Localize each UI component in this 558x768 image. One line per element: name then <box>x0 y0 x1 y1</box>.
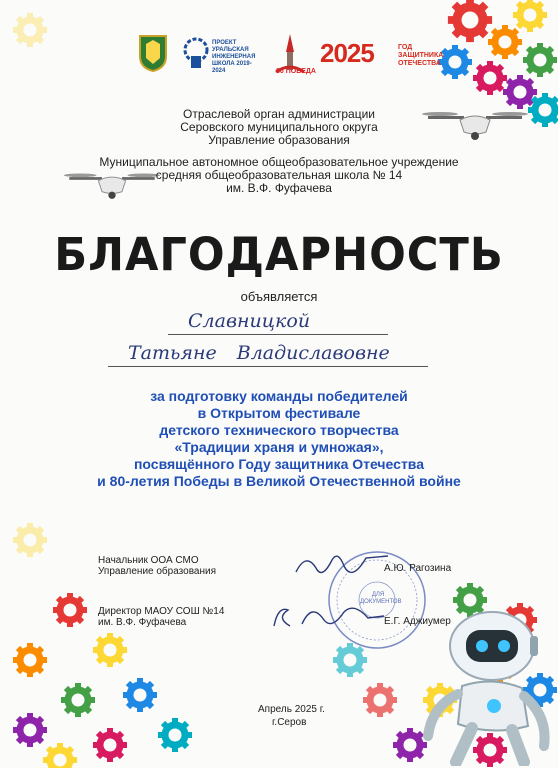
recipient-surname: Славницкой <box>188 310 311 332</box>
reason-line: за подготовку команды победителей <box>150 388 408 404</box>
school-project-logo <box>182 36 210 70</box>
signatory-name: А.Ю. Рагозина <box>384 563 452 574</box>
victory-80-label: 80 ПОБЕДА <box>276 68 316 75</box>
reason-line: «Традиции храня и умножая», <box>174 439 384 455</box>
award-reason <box>0 388 558 490</box>
footer-date: Апрель 2025 г. <box>258 704 325 715</box>
coat-of-arms-logo <box>138 34 168 72</box>
org-line: Управление образования <box>208 133 350 147</box>
document-title: БЛАГОДАРНОСТЬ <box>54 228 504 281</box>
org-line: Отраслевой орган администрации <box>183 107 375 121</box>
position-line: им. В.Ф. Фуфачева <box>98 617 187 628</box>
year-logo: 2025 <box>320 38 374 68</box>
robot-illustration <box>412 596 552 766</box>
school-project-label: ПРОЕКТ УРАЛЬСКАЯ ИНЖЕНЕРНАЯ ШКОЛА 2019-2024 <box>212 40 256 74</box>
org-line: Серовского муниципального округа <box>180 120 378 134</box>
school-line: им. В.Ф. Фуфачева <box>226 181 332 195</box>
recipient-underline <box>168 334 388 335</box>
stamp-label: ДЛЯ ДОКУМЕНТОВ <box>360 592 402 605</box>
school-line: средняя общеобразовательная школа № 14 <box>155 168 403 182</box>
logos-row <box>130 32 444 84</box>
recipient-given-name: Татьяне Владиславовне <box>128 342 390 364</box>
reason-line: посвящённого Году защитника Отечества <box>133 456 425 472</box>
footer-city: г.Серов <box>272 717 307 728</box>
handwritten-signature <box>268 596 388 636</box>
signatory-name: Е.Г. Аджиумер <box>384 616 451 627</box>
school-name <box>0 156 558 195</box>
reason-line: и 80-летия Победы в Великой Отечественной войне <box>97 473 461 489</box>
recipient-underline <box>108 366 428 367</box>
reason-line: детского технического творчества <box>159 422 399 438</box>
signatory-position <box>98 555 216 577</box>
year-logo-subtitle: ГОД ЗАЩИТНИКА ОТЕЧЕСТВА <box>398 44 444 67</box>
reason-line: в Открытом фестивале <box>197 405 361 421</box>
school-line: Муниципальное автономное общеобразовательное учреждение <box>99 155 459 169</box>
position-line: Управление образования <box>98 566 216 577</box>
signatory-position <box>98 606 224 628</box>
position-line: Директор МАОУ СОШ №14 <box>98 606 225 617</box>
position-line: Начальник ООА СМО <box>98 555 199 566</box>
issuing-organization <box>0 108 558 147</box>
announce-text: объявляется <box>240 289 318 304</box>
